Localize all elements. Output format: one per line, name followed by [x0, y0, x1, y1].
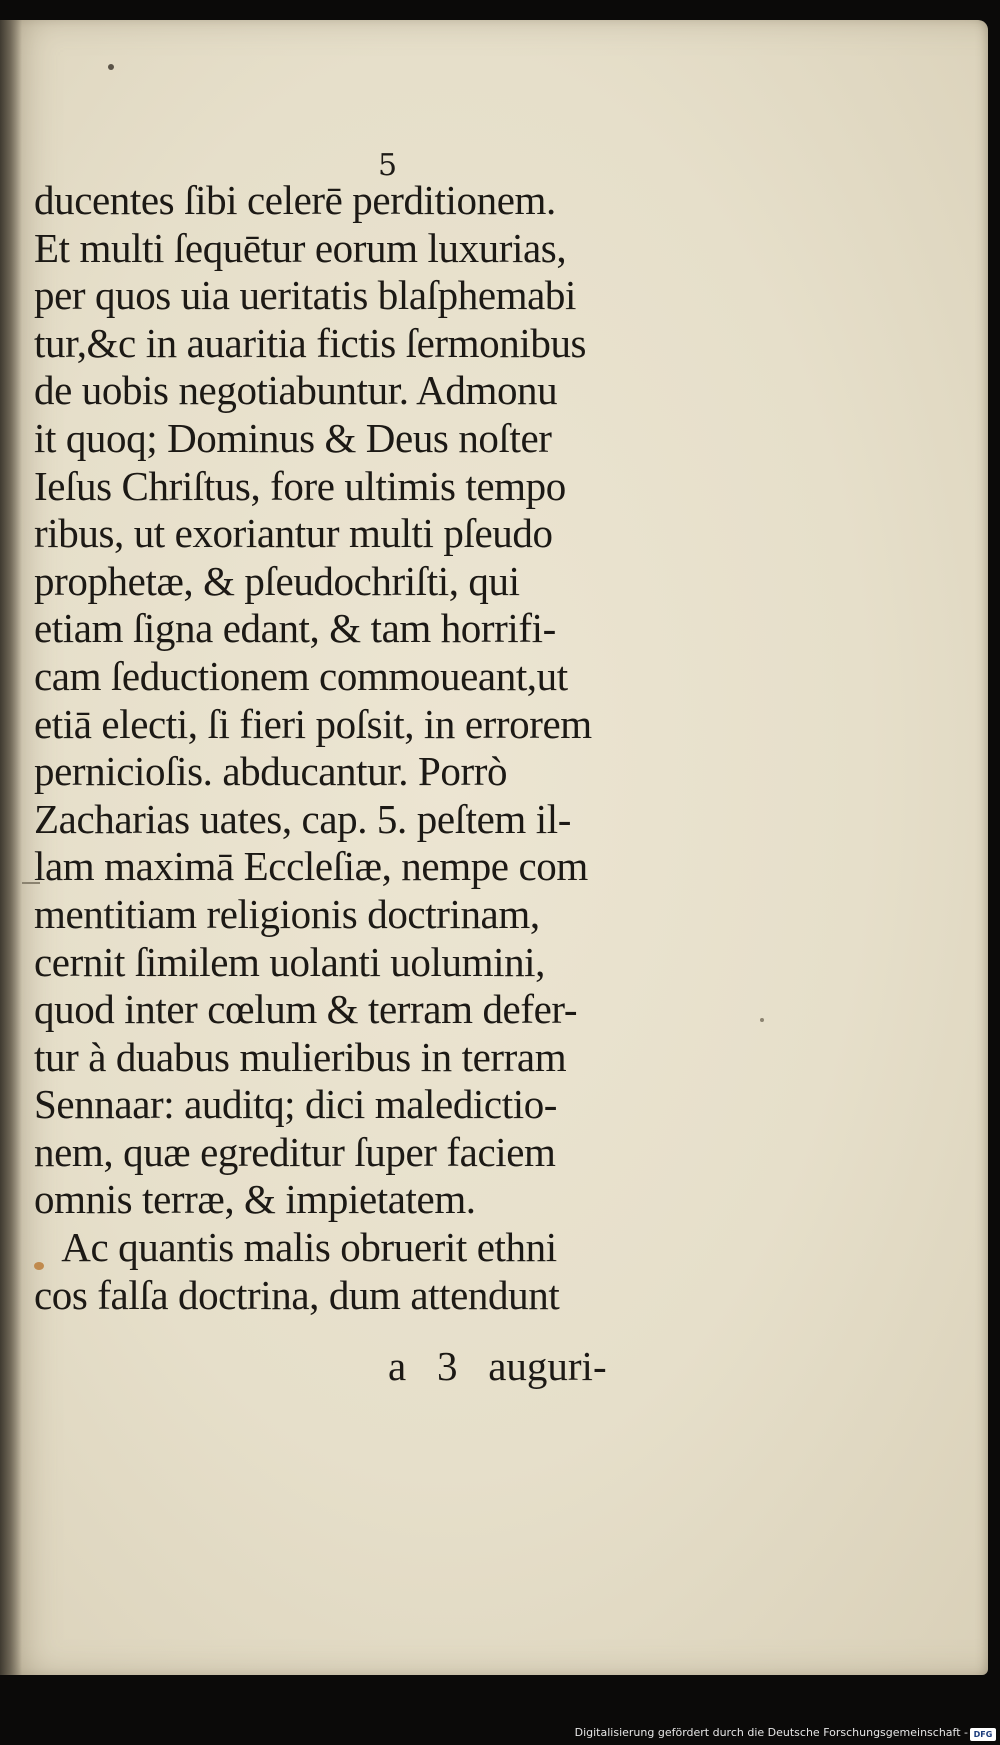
- text-line: Ac quantis malis obruerit ethni: [34, 1224, 557, 1271]
- text-line: pernicioſis. abducantur. Porrò: [34, 748, 508, 795]
- text-line: quod inter cœlum & terram defer-: [34, 986, 578, 1033]
- ink-speck: [108, 64, 114, 70]
- page-gutter-shadow: [0, 20, 22, 1675]
- text-line: mentitiam religionis doctrinam,: [34, 890, 540, 937]
- text-line: nem, quæ egreditur ſuper faciem: [34, 1128, 556, 1175]
- text-line: ducentes ſibi celerē perditionem.: [34, 177, 556, 223]
- text-line: per quos uia ueritatis blaſphemabi: [34, 272, 577, 319]
- text-line: tur à duabus mulieribus in terram: [34, 1033, 567, 1080]
- text-line: cos falſa doctrina, dum attendunt: [34, 1271, 560, 1318]
- text-line: Et multi ſequētur eorum luxurias,: [34, 224, 567, 271]
- text-line: omnis terræ, & impietatem.: [34, 1176, 476, 1223]
- page-number: 5: [378, 148, 398, 183]
- signature-catchword-line: a 3 auguri-: [388, 1343, 607, 1389]
- ink-speck: [760, 1018, 764, 1022]
- digitization-credit: Digitalisierung gefördert durch die Deutsche Forschungsgemeinschaft -: [574, 1726, 968, 1739]
- text-line: lam maximā Eccleſiæ, nempe com: [34, 843, 588, 890]
- text-line: de uobis negotiabuntur. Admonu: [34, 367, 558, 414]
- text-line: Sennaar: auditq; dici maledictio-: [34, 1081, 558, 1128]
- text-line: Zacharias uates, cap. 5. peſtem il-: [34, 795, 571, 842]
- text-line: etiā electi, ſi fieri poſsit, in errorem: [34, 700, 592, 747]
- text-line: it quoq; Dominus & Deus noſter: [34, 414, 552, 461]
- text-line: prophetæ, & pſeudochriſti, qui: [34, 557, 520, 604]
- text-line: cam ſeductionem commoueant,ut: [34, 652, 568, 699]
- body-text: [34, 177, 714, 1319]
- text-line: etiam ſigna edant, & tam horrifi-: [34, 605, 556, 652]
- dfg-logo-icon: DFG: [970, 1728, 996, 1741]
- text-line: ribus, ut exoriantur multi pſeudo: [34, 510, 553, 557]
- text-line: tur,&c in auaritia fictis ſermonibus: [34, 319, 587, 366]
- text-line: Ieſus Chriſtus, fore ultimis tempo: [34, 462, 566, 509]
- text-line: cernit ſimilem uolanti uolumini,: [34, 938, 546, 985]
- book-page: [0, 20, 988, 1675]
